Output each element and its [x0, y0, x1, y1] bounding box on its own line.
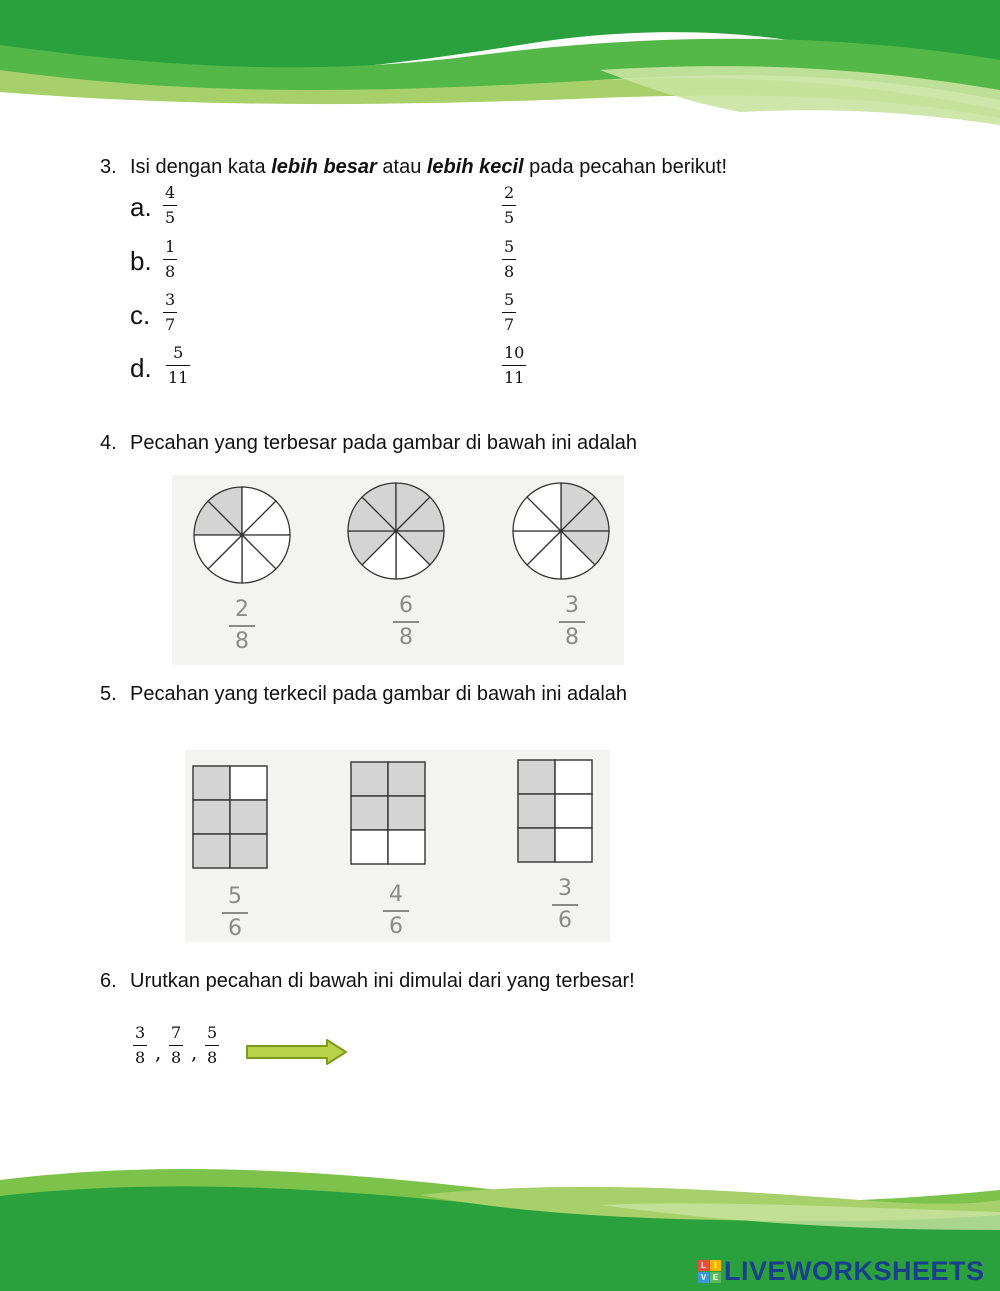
live-tiles-icon: [698, 1260, 721, 1283]
fraction-grid-1: [193, 766, 267, 868]
q3-a-left-fraction: [163, 185, 177, 226]
numerator: 7: [171, 1023, 182, 1042]
q6-fraction-1: [133, 1025, 147, 1066]
question-3-number: 3.: [100, 156, 117, 178]
q5-grid-picture: [185, 750, 610, 942]
numerator: 3: [135, 1023, 146, 1042]
numerator: 5: [207, 1023, 218, 1042]
question-4-text: Pecahan yang terbesar pada gambar di bawah ini adalah: [130, 432, 638, 454]
numerator: 10: [504, 343, 525, 362]
denominator: 8: [565, 625, 579, 650]
q3-option-a-letter: a.: [130, 192, 152, 222]
logo-tile-v: V: [698, 1272, 709, 1283]
denominator: 5: [504, 208, 515, 227]
q3-c-left-fraction: [163, 292, 177, 333]
shaded-cell: [388, 796, 425, 830]
question-5-text: Pecahan yang terkecil pada gambar di bawah ini adalah: [130, 683, 628, 705]
numerator: 2: [504, 183, 515, 202]
q6-fraction-3: [205, 1025, 219, 1066]
numerator: 6: [399, 593, 413, 618]
q3-option-d-letter: d.: [130, 353, 152, 383]
empty-cell: [555, 828, 592, 862]
q3-b-left-fraction: [163, 239, 177, 280]
shaded-cell: [388, 762, 425, 796]
right-arrow-icon: [245, 1038, 349, 1066]
empty-cell: [555, 794, 592, 828]
denominator: 8: [165, 262, 176, 281]
numerator: 5: [228, 884, 242, 909]
shaded-cell: [230, 834, 267, 868]
fraction-circle-2: [348, 483, 444, 579]
numerator: 2: [235, 597, 249, 622]
question-6-title: [100, 970, 635, 993]
q6-separator-2: ,: [191, 1040, 198, 1064]
shaded-cell: [518, 828, 555, 862]
numerator: 4: [165, 183, 176, 202]
q5-grid-1-fraction: [222, 886, 248, 940]
denominator: 11: [504, 368, 525, 387]
q4-circle-picture: [172, 475, 624, 665]
shaded-cell: [230, 800, 267, 834]
denominator: 8: [135, 1048, 146, 1067]
numerator: 1: [165, 237, 176, 256]
denominator: 6: [228, 916, 242, 941]
shaded-cell: [351, 762, 388, 796]
numerator: 4: [389, 882, 403, 907]
q3-emphasis-lebih-kecil: lebih kecil: [426, 156, 524, 178]
q4-circle-1-fraction: [229, 599, 255, 653]
q3-text-after: pada pecahan berikut!: [523, 156, 728, 178]
denominator: 5: [165, 208, 176, 227]
q6-fraction-2: [169, 1025, 183, 1066]
q5-grid-2-fraction: [383, 884, 409, 938]
numerator: 5: [504, 290, 515, 309]
q3-d-right-fraction: [502, 345, 526, 386]
question-6-text: Urutkan pecahan di bawah ini dimulai dari yang terbesar!: [130, 970, 635, 992]
denominator: 8: [399, 625, 413, 650]
fraction-circle-3: [513, 483, 609, 579]
q3-text-before: Isi dengan kata: [130, 156, 272, 178]
fraction-circle-1: [194, 487, 290, 583]
empty-cell: [230, 766, 267, 800]
denominator: 8: [235, 629, 249, 654]
denominator: 11: [168, 368, 189, 387]
empty-cell: [351, 830, 388, 864]
denominator: 8: [207, 1048, 218, 1067]
denominator: 6: [558, 908, 572, 933]
q5-grid-3-fraction: [552, 878, 578, 932]
numerator: 5: [173, 343, 184, 362]
fraction-grid-2: [351, 762, 425, 864]
shaded-cell: [351, 796, 388, 830]
top-wave-banner: [0, 0, 1000, 125]
q3-b-right-fraction: [502, 239, 516, 280]
q4-circle-2-fraction: [393, 595, 419, 649]
numerator: 3: [165, 290, 176, 309]
q4-circle-3-fraction: [559, 595, 585, 649]
empty-cell: [388, 830, 425, 864]
logo-tile-i: I: [710, 1260, 721, 1271]
numerator: 3: [565, 593, 579, 618]
logo-tile-l: L: [698, 1260, 709, 1271]
empty-cell: [555, 760, 592, 794]
q6-separator-1: ,: [155, 1040, 162, 1064]
denominator: 8: [504, 262, 515, 281]
shaded-cell: [193, 766, 230, 800]
denominator: 8: [171, 1048, 182, 1067]
q3-a-right-fraction: [502, 185, 516, 226]
shaded-cell: [193, 834, 230, 868]
shaded-cell: [518, 794, 555, 828]
q3-d-left-fraction: [166, 345, 190, 386]
q3-option-c-letter: c.: [130, 300, 151, 330]
q3-emphasis-lebih-besar: lebih besar: [271, 156, 377, 178]
q3-option-b-letter: b.: [130, 246, 152, 276]
denominator: 7: [165, 315, 176, 334]
logo-wordmark: LIVEWORKSHEETS: [724, 1256, 985, 1286]
denominator: 6: [389, 914, 403, 939]
numerator: 3: [558, 876, 572, 901]
shaded-cell: [193, 800, 230, 834]
question-5-title: [100, 683, 627, 706]
question-4-number: 4.: [100, 432, 117, 454]
fraction-grid-3: [518, 760, 592, 862]
q3-c-right-fraction: [502, 292, 516, 333]
q3-text-mid: atau: [376, 156, 427, 178]
question-5-number: 5.: [100, 683, 117, 705]
denominator: 7: [504, 315, 515, 334]
question-6-number: 6.: [100, 970, 117, 992]
logo-tile-e: E: [710, 1272, 721, 1283]
liveworksheets-logo: [698, 1256, 985, 1287]
shaded-cell: [518, 760, 555, 794]
numerator: 5: [504, 237, 515, 256]
question-3-title: [100, 156, 727, 179]
question-4-title: [100, 432, 637, 455]
